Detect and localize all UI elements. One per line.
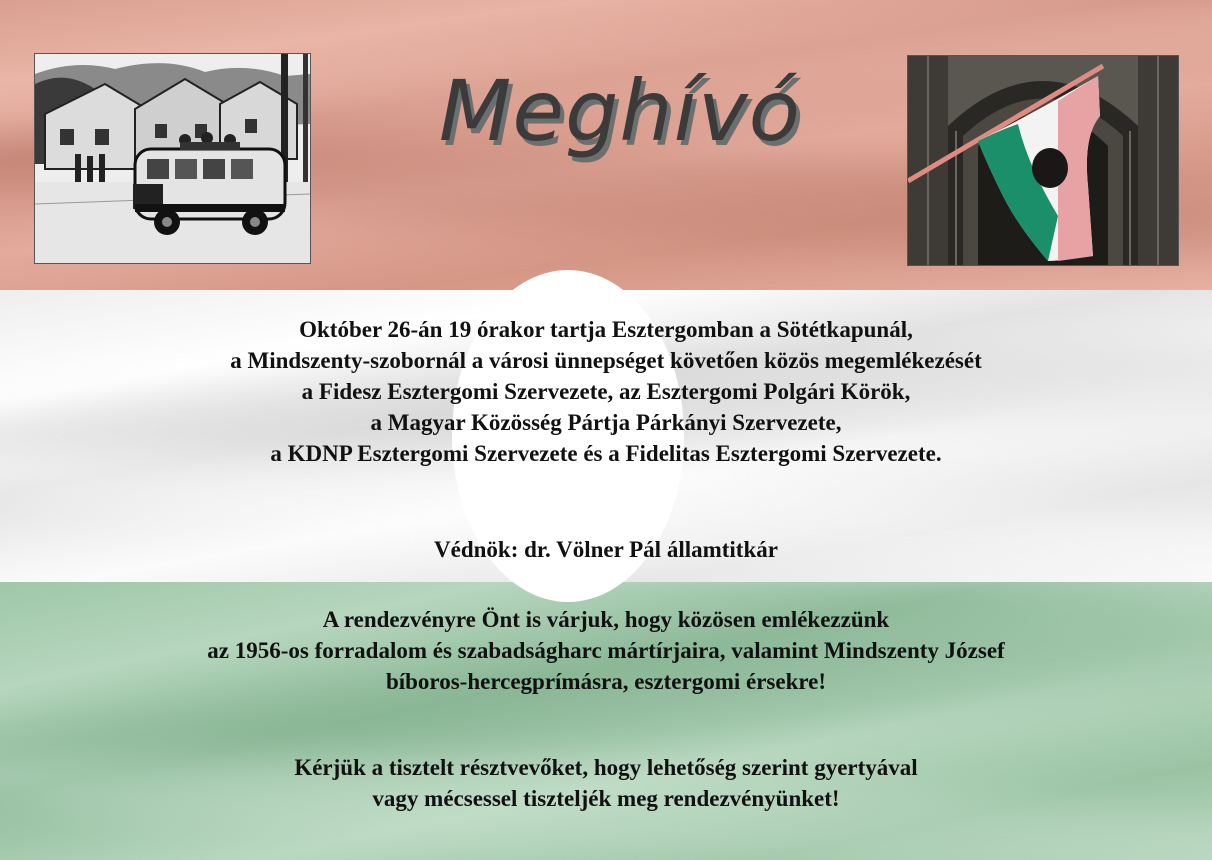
welcome-line: bíboros-hercegprímásra, esztergomi érsekre! [385, 669, 827, 694]
invitation-line: a Magyar Közösség Pártja Párkányi Szervezete, [370, 410, 842, 435]
request-line: vagy mécsessel tiszteljék meg rendezvényünket! [372, 786, 840, 811]
flag-with-hole-photo [907, 55, 1179, 266]
historic-bus-photo [34, 53, 311, 264]
page-title: Meghívó [438, 62, 802, 160]
invitation-line: Október 26-án 19 órakor tartja Esztergomban a Sötétkapunál, [299, 317, 913, 342]
patron-line: Védnök: dr. Völner Pál államtitkár [434, 537, 778, 562]
request-line: Kérjük a tisztelt résztvevőket, hogy lehetőség szerint gyertyával [294, 755, 918, 780]
invitation-line: a Fidesz Esztergomi Szervezete, az Esztergomi Polgári Körök, [301, 379, 911, 404]
welcome-line: A rendezvényre Önt is várjuk, hogy közösen emlékezzünk [322, 607, 890, 632]
welcome-text [50, 604, 1162, 697]
invitation-line: a Mindszenty-szobornál a városi ünnepséget követően közös megemlékezését [230, 348, 982, 373]
patron-text [50, 534, 1162, 565]
invitation-text [50, 314, 1162, 469]
welcome-line: az 1956-os forradalom és szabadságharc mártírjaira, valamint Mindszenty József [207, 638, 1005, 663]
request-text [50, 752, 1162, 814]
invitation-line: a KDNP Esztergomi Szervezete és a Fidelitas Esztergomi Szervezete. [270, 441, 942, 466]
